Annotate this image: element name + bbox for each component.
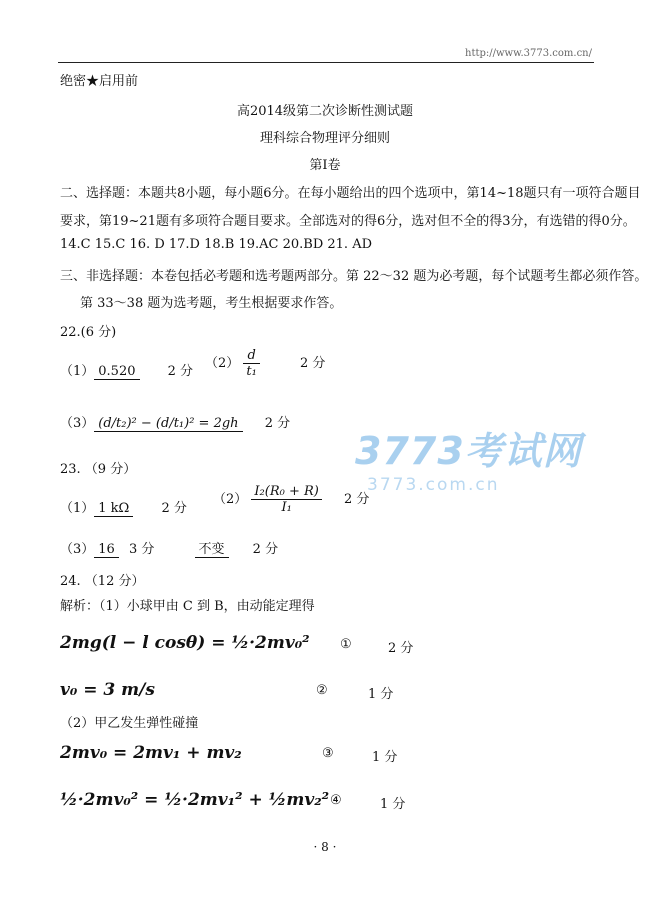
q23-part3 [60, 538, 278, 557]
q23-p2-prefix: （2） [213, 492, 248, 507]
q22-p1-prefix: （1） [60, 364, 95, 379]
q23-a2-numerator: I₂(R₀ + R) [251, 484, 321, 500]
q23-part1 [60, 497, 187, 516]
q23-p3-prefix: （3） [60, 542, 95, 557]
q23-p1-prefix: （1） [60, 501, 95, 516]
q22-part3 [60, 412, 290, 431]
q22-score2: 2 分 [300, 356, 326, 371]
q22-part1 [60, 360, 193, 379]
q23-answer1: 1 kΩ [94, 501, 133, 517]
q24-eq4-score: 1 分 [380, 797, 406, 812]
q22-answer1: 0.520 [94, 364, 139, 380]
q24-eq1-mark: ① [340, 637, 352, 652]
q22-a2-numerator: d [243, 348, 259, 364]
q22-answer2 [243, 348, 259, 379]
q23-score2: 2 分 [344, 492, 370, 507]
volume-label: 第Ⅰ卷 [309, 158, 341, 173]
choice-answers: 14.C 15.C 16. D 17.D 18.B 19.AC 20.BD 21. AD [60, 237, 372, 252]
q23-part2 [213, 484, 369, 515]
watermark [355, 420, 582, 495]
q22-a2-denominator: t₁ [246, 364, 257, 379]
q23-score4: 2 分 [252, 542, 279, 557]
q23-answer3: 16 [94, 542, 119, 558]
q24-eq3-score: 1 分 [372, 750, 398, 765]
q24-eq2-score: 1 分 [368, 687, 394, 702]
q22-score1: 2 分 [167, 364, 194, 379]
q22-p3-prefix: （3） [60, 416, 95, 431]
q22-p2-prefix: （2） [205, 356, 240, 371]
page-subtitle: 理科综合物理评分细则 [259, 131, 390, 146]
q23-label: 23. （9 分） [60, 462, 137, 477]
q24-equation4: ½·2mv₀² = ½·2mv₁² + ½mv₂² [60, 790, 330, 810]
watermark-domain: 3773.com.cn [367, 475, 500, 495]
q23-a2-denominator: I₁ [281, 500, 292, 515]
page-title: 高2014级第二次诊断性测试题 [236, 104, 414, 119]
section2-line1: 二、选择题：本题共8小题，每小题6分。在每小题给出的四个选项中，第14~18题只有一项符合题目 [60, 186, 641, 201]
q24-equation3: 2mv₀ = 2mv₁ + mv₂ [60, 743, 242, 763]
section3-line2: 第 33～38 题为选考题，考生根据要求作答。 [80, 296, 343, 311]
section3-line1: 三、非选择题：本卷包括必考题和选考题两部分。第 22～32 题为必考题，每个试题考生都必须作答。 [60, 269, 648, 284]
section2-line2: 要求，第19~21题有多项符合题目要求。全部选对的得6分，选对但不全的得3分，有选错的得0分。 [60, 214, 636, 229]
secret-label: 绝密★启用前 [60, 74, 139, 89]
q24-eq1-score: 2 分 [388, 641, 414, 656]
q24-eq4-mark: ④ [330, 793, 342, 808]
q24-equation1: 2mg(l − l cosθ) = ½·2mv₀² [60, 633, 310, 653]
q22-score3: 2 分 [264, 416, 291, 431]
q24-eq2-mark: ② [316, 683, 328, 698]
q23-score3: 3 分 [128, 542, 155, 557]
q24-part2: （2）甲乙发生弹性碰撞 [60, 716, 199, 731]
q23-score1: 2 分 [161, 501, 187, 516]
q24-label: 24. （12 分） [60, 574, 145, 589]
q23-answer2 [251, 484, 321, 515]
q22-label: 22.(6 分) [60, 325, 117, 340]
q22-answer3: (d/t₂)² − (d/t₁)² = 2gh [94, 416, 242, 432]
header-url: http://www.3773.com.cn/ [465, 48, 592, 59]
q24-equation2: v₀ = 3 m/s [60, 680, 155, 700]
header-rule [58, 62, 594, 63]
page-number: · 8 · [313, 840, 337, 854]
q23-answer4: 不变 [195, 542, 229, 558]
q24-analysis: 解析：（1）小球甲由 C 到 B，由动能定理得 [60, 599, 315, 614]
q22-part2 [205, 348, 325, 379]
watermark-logo: 3773考试网 [355, 429, 582, 473]
q24-eq3-mark: ③ [322, 746, 334, 761]
